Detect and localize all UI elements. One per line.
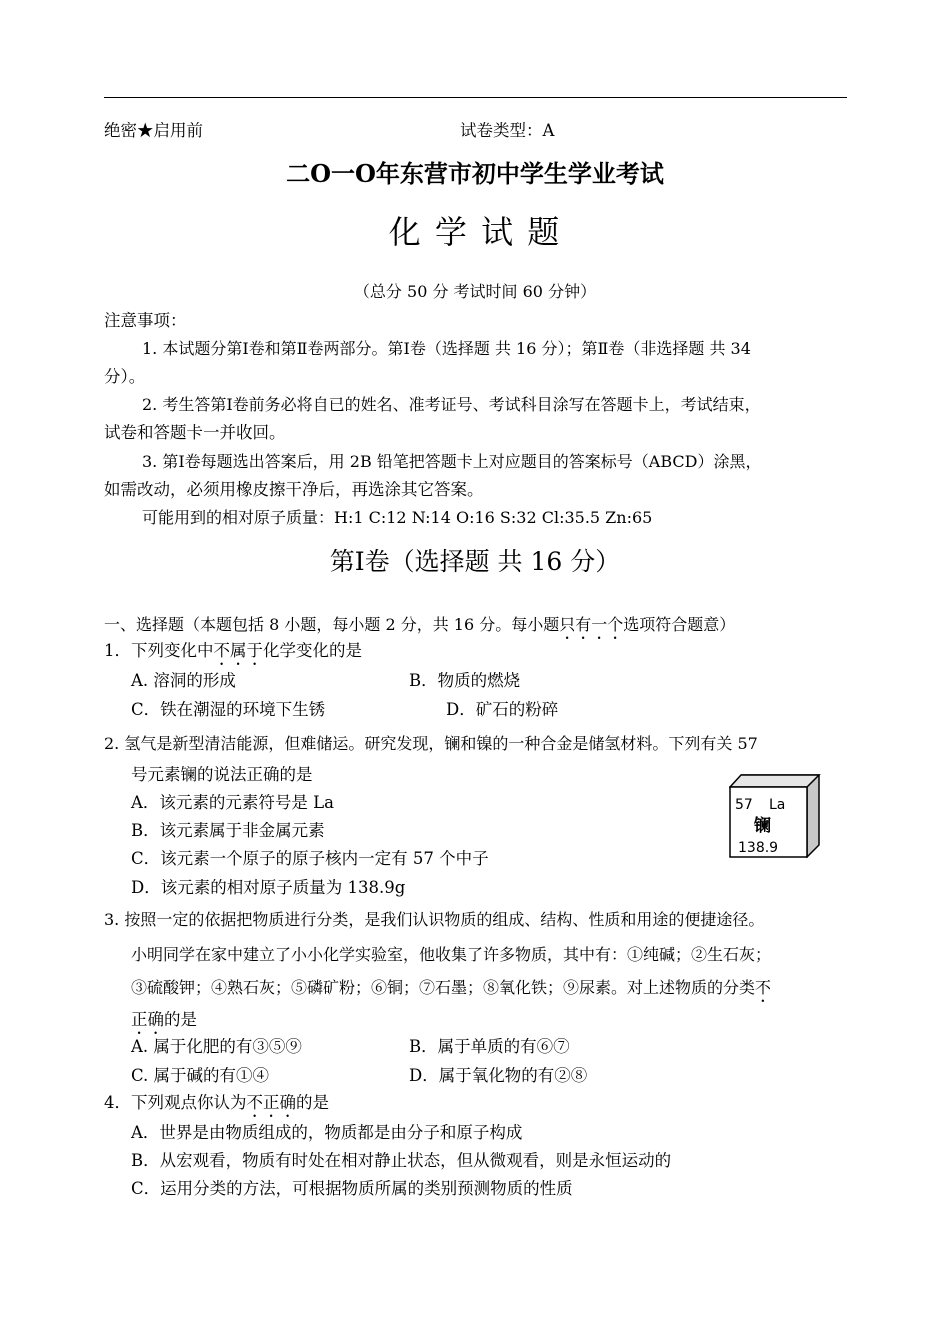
q3-stem-line-2: 小明同学在家中建立了小小化学实验室，他收集了许多物质，其中有：①纯碱；②生石灰； (131, 945, 772, 964)
q4-option-c: C．运用分类的方法，可根据物质所属的类别预测物质的性质 (131, 1179, 573, 1198)
note-2-line-1: 2. 考生答第Ⅰ卷前务必将自已的姓名、准考证号、考试科目涂写在答题卡上，考试结束， (142, 395, 761, 414)
q2-option-a: A．该元素的元素符号是 La (131, 793, 334, 812)
header-rule (104, 97, 847, 98)
secret-label: 绝密★启用前 (104, 121, 203, 140)
q2-stem-line-2: 号元素镧的说法正确的是 (131, 765, 313, 784)
note-3-line-2: 如需改动，必须用橡皮擦干净后，再选涂其它答案。 (104, 480, 484, 499)
note-3-line-1: 3. 第Ⅰ卷每题选出答案后，用 2B 铅笔把答题卡上对应题目的答案标号（ABCD）涂黑， (142, 452, 762, 471)
q1-option-d: D．矿石的粉碎 (446, 700, 559, 719)
exam-title: 二O一O年东营市初中学生学业考试 (286, 159, 664, 188)
part1-title: 第Ⅰ卷（选择题 共 16 分） (329, 547, 621, 576)
paper-type: 试卷类型：A (460, 121, 555, 140)
atomic-mass-list: 可能用到的相对原子质量：H:1 C:12 N:14 O:16 S:32 Cl:35.5 Zn:65 (142, 508, 653, 527)
q4-option-a: A．世界是由物质组成的，物质都是由分子和原子构成 (131, 1123, 523, 1142)
section1-heading: 一、选择题（本题包括 8 小题，每小题 2 分，共 16 分。每小题只有一个选项符合题意） (104, 615, 736, 634)
note-1-line-2: 分）。 (104, 367, 146, 386)
element-cell-lanthanum (729, 774, 821, 858)
q2-option-d: D．该元素的相对原子质量为 138.9g (131, 878, 406, 897)
score-time: （总分 50 分 考试时间 60 分钟） (353, 282, 597, 301)
q1-option-a: A. 溶洞的形成 (131, 671, 236, 690)
q2-option-b: B．该元素属于非金属元素 (131, 821, 325, 840)
element-name: 镧 (754, 816, 771, 836)
element-symbol: La (769, 797, 786, 813)
atomic-number: 57 (735, 797, 753, 813)
subject-title: 化 学 试 题 (388, 213, 562, 251)
cube-top-face (730, 775, 819, 787)
q3-option-d: D．属于氧化物的有②⑧ (409, 1066, 588, 1085)
q3-option-b: B．属于单质的有⑥⑦ (409, 1037, 570, 1056)
note-1-line-1: 1. 本试题分第Ⅰ卷和第Ⅱ卷两部分。第Ⅰ卷（选择题 共 16 分）；第Ⅱ卷（非选择题 共 34 (142, 339, 751, 358)
notes-heading: 注意事项： (104, 311, 187, 330)
q4-option-b: B．从宏观看，物质有时处在相对静止状态，但从微观看，则是永恒运动的 (131, 1151, 672, 1170)
q3-stem-line-1: 3. 按照一定的依据把物质进行分类，是我们认识物质的组成、结构、性质和用途的便捷途径。 (104, 910, 765, 929)
q3-stem-line-3: ③硫酸钾；④熟石灰；⑤磷矿粉；⑥铜；⑦石墨；⑧氧化铁；⑨尿素。对上述物质的分类不 (131, 978, 772, 997)
q1-stem: 1．下列变化中不属于化学变化的是 (104, 641, 362, 660)
q1-option-c: C．铁在潮湿的环境下生锈 (131, 700, 326, 719)
q3-stem-line-4: 正确的是 (131, 1010, 197, 1029)
q2-stem-line-1: 2. 氢气是新型清洁能源，但难储运。研究发现，镧和镍的一种合金是储氢材料。下列有关 57 (104, 734, 758, 753)
q3-option-c: C. 属于碱的有①④ (131, 1066, 270, 1085)
q1-option-b: B．物质的燃烧 (409, 671, 521, 690)
q2-option-c: C．该元素一个原子的原子核内一定有 57 个中子 (131, 849, 489, 868)
q4-stem: 4．下列观点你认为不正确的是 (104, 1093, 329, 1112)
atomic-mass: 138.9 (738, 840, 779, 856)
q3-option-a: A. 属于化肥的有③⑤⑨ (131, 1037, 302, 1056)
note-2-line-2: 试卷和答题卡一并收回。 (104, 423, 286, 442)
